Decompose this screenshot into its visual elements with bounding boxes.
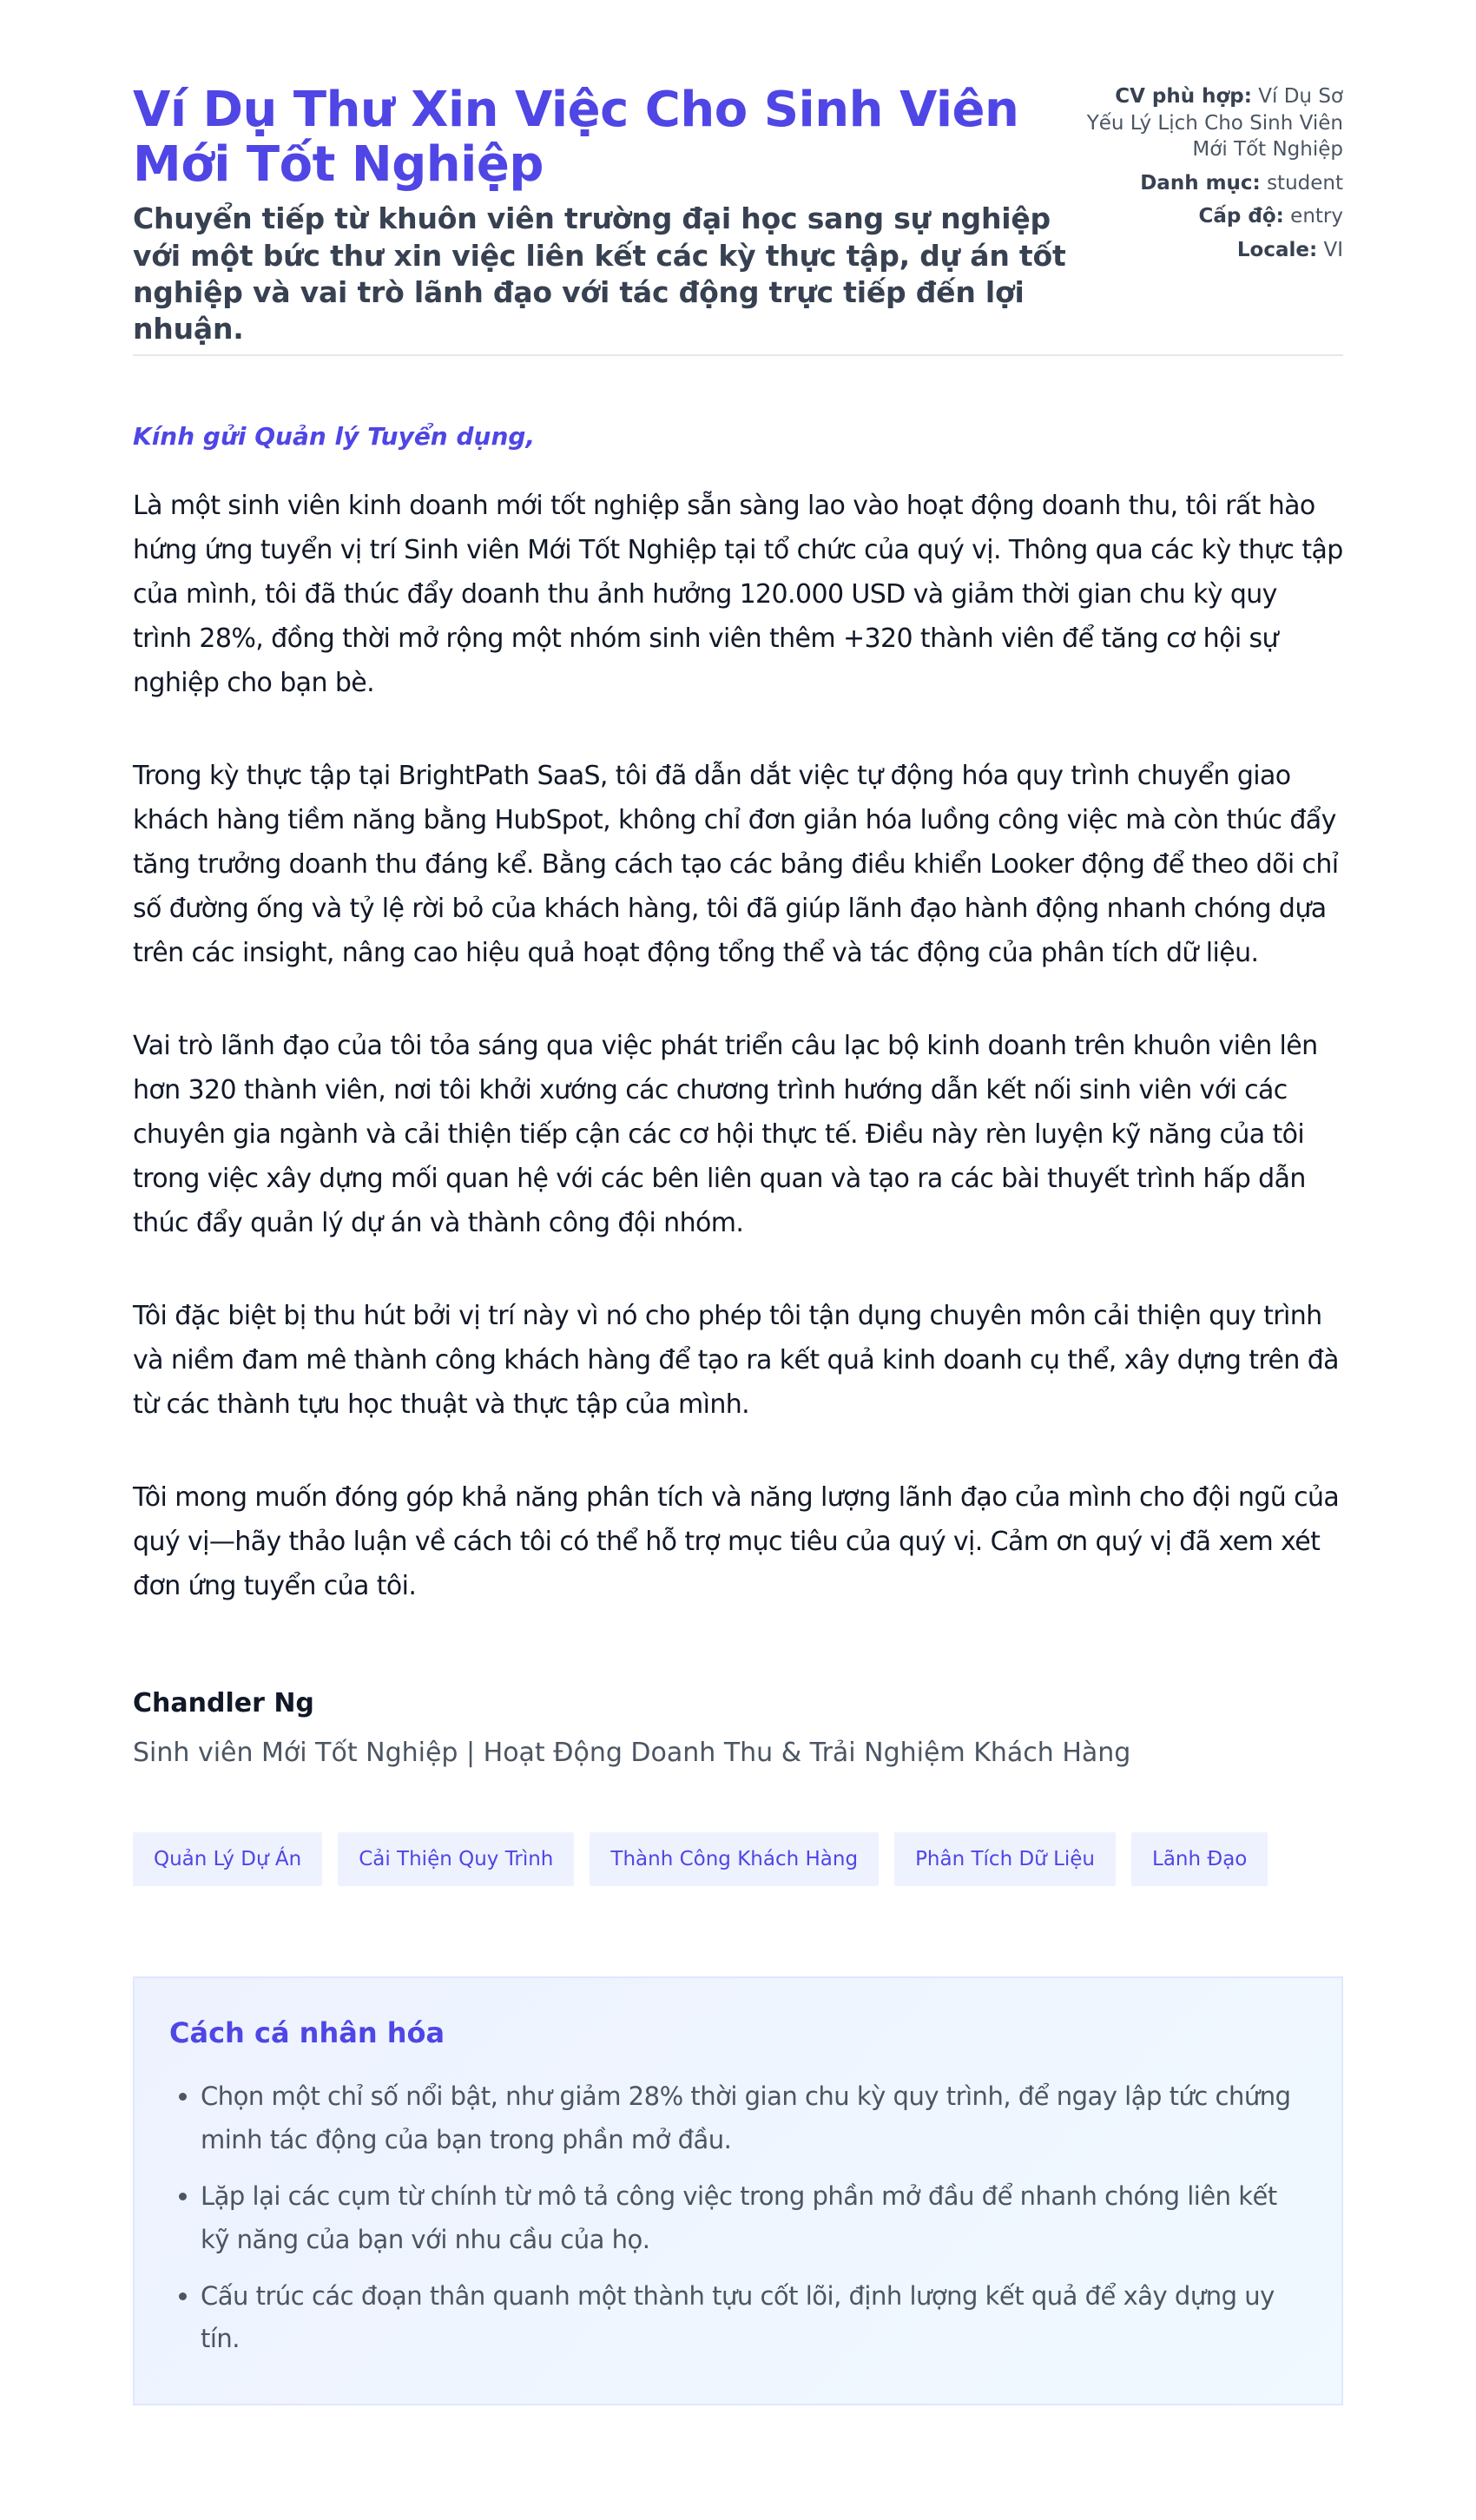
meta-level — [1083, 203, 1343, 230]
meta-cv — [1083, 83, 1343, 163]
meta-locale-label: Locale: — [1236, 238, 1318, 261]
tips-item: • Lặp lại các cụm từ chính từ mô tả công việc trong phần mở đầu để nhanh chóng liên kết kỹ năng của bạn với nhu cầu của họ. — [201, 2175, 1307, 2262]
skill-tag[interactable]: Lãnh Đạo — [1131, 1832, 1268, 1886]
letter-paragraph: Là một sinh viên kinh doanh mới tốt nghiệp sẵn sàng lao vào hoạt động doanh thu, tôi rất hào hứng ứng tuyển vị trí Sinh viên Mới Tốt Nghiệp tại tổ chức của quý vị. Thông qua các kỳ thực tập của mình, tôi đã thúc đẩy doanh thu ảnh hưởng 120.000 USD và giảm thời gian chu kỳ quy trình 28%, đồng thời mở rộng một nhóm sinh viên thêm +320 thành viên để tăng cơ hội sự nghiệp cho bạn bè. — [133, 491, 1343, 698]
letter-paragraph: Tôi đặc biệt bị thu hút bởi vị trí này vì nó cho phép tôi tận dụng chuyên môn cải thiện quy trình và niềm đam mê thành công khách hàng để tạo ra kết quả kinh doanh cụ thể, xây dựng trên đà từ các thành tựu học thuật và thực tập của mình. — [133, 1301, 1339, 1420]
meta-cv-label: CV phù hợp: — [1115, 85, 1252, 108]
letter-paragraph: Trong kỳ thực tập tại BrightPath SaaS, tôi đã dẫn dắt việc tự động hóa quy trình chuyển giao khách hàng tiềm năng bằng HubSpot, không chỉ đơn giản hóa luồng công việc mà còn thúc đẩy tăng trưởng doanh thu đáng kể. Bằng cách tạo các bảng điều khiển Looker động để theo dõi chỉ số đường ống và tỷ lệ rời bỏ của khách hàng, tôi đã giúp lãnh đạo hành động nhanh chóng dựa trên các insight, nâng cao hiệu quả hoạt động tổng thể và tác động của phân tích dữ liệu. — [133, 761, 1339, 968]
signature-role: Sinh viên Mới Tốt Nghiệp | Hoạt Động Doanh Thu & Trải Nghiệm Khách Hàng — [133, 1738, 1131, 1768]
meta-locale-value: VI — [1323, 238, 1343, 261]
letter-greeting: Kính gửi Quản lý Tuyển dụng, — [133, 422, 536, 451]
personalization-tips — [133, 1976, 1343, 2405]
meta-cv-value[interactable]: Ví Dụ Sơ Yếu Lý Lịch Cho Sinh Viên Mới Tốt Nghiệp — [1086, 85, 1343, 162]
page-header — [133, 0, 1343, 356]
meta-level-label: Cấp độ: — [1198, 205, 1284, 228]
page-subtitle: Chuyển tiếp từ khuôn viên trường đại học sang sự nghiệp với một bức thư xin việc liên kết các kỳ thực tập, dự án tốt nghiệp và vai trò lãnh đạo với tác động trực tiếp đến lợi nhuận. — [133, 201, 1066, 346]
skill-tags — [133, 1832, 1343, 1886]
meta-category-label: Danh mục: — [1140, 171, 1261, 195]
skill-tag[interactable]: Thành Công Khách Hàng — [590, 1832, 879, 1886]
page-title: Ví Dụ Thư Xin Việc Cho Sinh Viên Mới Tốt Nghiệp — [133, 82, 1019, 193]
letter-paragraph: Vai trò lãnh đạo của tôi tỏa sáng qua việc phát triển câu lạc bộ kinh doanh trên khuôn viên lên hơn 320 thành viên, nơi tôi khởi xướng các chương trình hướng dẫn kết nối sinh viên với các chuyên gia ngành và cải thiện tiếp cận các cơ hội thực tế. Điều này rèn luyện kỹ năng của tôi trong việc xây dựng mối quan hệ với các bên liên quan và tạo ra các bài thuyết trình hấp dẫn thúc đẩy quản lý dự án và thành công đội nhóm. — [133, 1031, 1318, 1238]
tips-list — [169, 2075, 1307, 2361]
letter-body — [133, 422, 1343, 1768]
meta-locale — [1083, 237, 1343, 264]
meta-level-value: entry — [1290, 205, 1343, 228]
tips-item: • Cấu trúc các đoạn thân quanh một thành tựu cốt lõi, định lượng kết quả để xây dựng uy tín. — [201, 2275, 1307, 2362]
skill-tag[interactable]: Cải Thiện Quy Trình — [338, 1832, 574, 1886]
tips-title: Cách cá nhân hóa — [169, 2016, 445, 2049]
meta-category — [1083, 170, 1343, 197]
tips-item: • Chọn một chỉ số nổi bật, như giảm 28% thời gian chu kỳ quy trình, để ngay lập tức chứng minh tác động của bạn trong phần mở đầu. — [201, 2075, 1307, 2162]
signature-name: Chandler Ng — [133, 1688, 314, 1718]
meta-category-value: student — [1267, 171, 1343, 195]
meta-panel — [1083, 83, 1343, 270]
skill-tag[interactable]: Quản Lý Dự Án — [133, 1832, 322, 1886]
letter-paragraph: Tôi mong muốn đóng góp khả năng phân tích và năng lượng lãnh đạo của mình cho đội ngũ của quý vị—hãy thảo luận về cách tôi có thể hỗ trợ mục tiêu của quý vị. Cảm ơn quý vị đã xem xét đơn ứng tuyển của tôi. — [133, 1482, 1340, 1601]
skill-tag[interactable]: Phân Tích Dữ Liệu — [894, 1832, 1116, 1886]
